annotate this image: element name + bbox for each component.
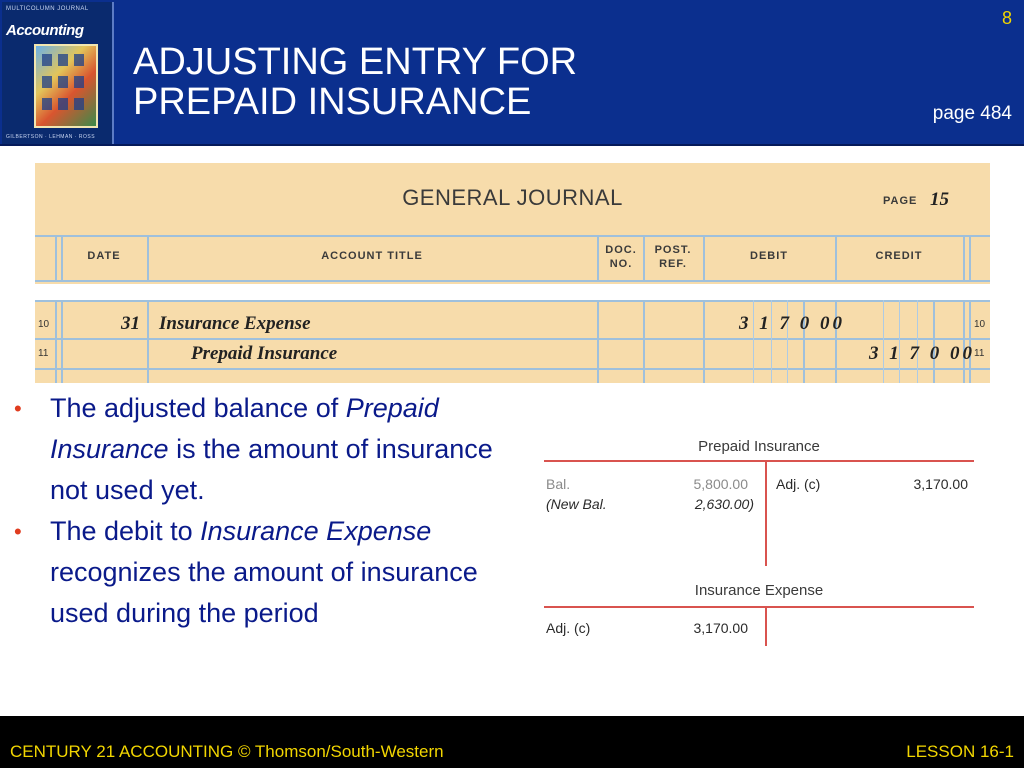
entry-account-debit: Insurance Expense bbox=[159, 313, 311, 334]
t-account-title: Insurance Expense bbox=[694, 582, 824, 599]
t-debit-amount: 2,630.00) bbox=[694, 496, 754, 512]
bullet-marker: • bbox=[14, 519, 22, 544]
bullet-marker: • bbox=[14, 396, 22, 421]
bullet-item bbox=[14, 388, 514, 511]
t-debit-label: Bal. bbox=[546, 476, 571, 492]
slide-title bbox=[133, 42, 733, 122]
column-header-post-ref: POST. REF. bbox=[654, 244, 692, 270]
t-account-title: Prepaid Insurance bbox=[698, 438, 820, 455]
cover-top-text: MULTICOLUMN JOURNAL bbox=[6, 6, 89, 12]
general-journal bbox=[35, 163, 990, 383]
bullet-text: The debit to bbox=[50, 516, 201, 546]
footer-lesson-number: LESSON 16-1 bbox=[906, 742, 1014, 761]
journal-column-line bbox=[55, 235, 57, 282]
t-account-top-line bbox=[544, 606, 974, 608]
row-number-right: 11 bbox=[974, 348, 985, 359]
column-header-credit: CREDIT bbox=[875, 250, 923, 262]
journal-column-line bbox=[963, 235, 965, 282]
journal-column-line bbox=[643, 300, 645, 383]
row-number-right: 10 bbox=[974, 319, 986, 330]
journal-page-label: PAGE bbox=[883, 195, 918, 207]
journal-title: GENERAL JOURNAL bbox=[402, 185, 623, 210]
t-debit-label: (New Bal. bbox=[546, 496, 607, 512]
journal-rule bbox=[35, 235, 990, 237]
row-number-left: 11 bbox=[38, 348, 49, 359]
column-header-date: DATE bbox=[87, 250, 121, 262]
slide-title-line-1: ADJUSTING ENTRY FOR bbox=[133, 41, 578, 83]
t-debit-label: Adj. (c) bbox=[546, 620, 591, 636]
slide-number: 8 bbox=[1001, 8, 1012, 28]
bullet-text: recognizes the amount of insurance used during the period bbox=[50, 557, 478, 628]
bullet-list bbox=[14, 388, 514, 634]
journal-column-line bbox=[597, 300, 599, 383]
entry-debit-amount: 3 1 7 0 00 bbox=[739, 313, 845, 334]
t-credit-amount: 3,170.00 bbox=[913, 476, 968, 492]
t-debit-amount: 3,170.00 bbox=[693, 620, 748, 636]
journal-column-line bbox=[55, 300, 57, 383]
entry-credit-amount: 3 1 7 0 00 bbox=[869, 343, 975, 364]
page-reference: page 484 bbox=[932, 103, 1012, 124]
bullet-emphasis: Insurance Expense bbox=[200, 516, 432, 546]
bullet-text: is the amount of insurance not used yet. bbox=[50, 434, 493, 505]
journal-page-number: 15 bbox=[930, 189, 949, 210]
t-debit-amount: 5,800.00 bbox=[693, 476, 748, 492]
slide-title-line-2: PREPAID INSURANCE bbox=[133, 81, 532, 123]
cover-title: Accounting bbox=[6, 22, 84, 39]
cover-artwork bbox=[34, 44, 98, 128]
t-account-center-line bbox=[765, 460, 767, 566]
t-account-center-line bbox=[765, 606, 767, 646]
bullet-item bbox=[14, 511, 514, 634]
journal-column-line bbox=[61, 300, 63, 383]
journal-column-line bbox=[147, 300, 149, 383]
journal-column-line bbox=[933, 300, 935, 383]
journal-rule bbox=[35, 300, 990, 302]
slide-footer bbox=[0, 716, 1024, 768]
journal-column-line bbox=[597, 235, 599, 282]
row-number-left: 10 bbox=[38, 319, 50, 330]
journal-digit-line bbox=[899, 300, 900, 383]
journal-rule bbox=[35, 368, 990, 370]
t-account-insurance-expense bbox=[544, 580, 974, 646]
journal-column-line bbox=[703, 300, 705, 383]
journal-rule bbox=[35, 338, 990, 340]
entry-date: 31 bbox=[121, 313, 140, 334]
journal-digit-line bbox=[917, 300, 918, 383]
column-header-account-title: ACCOUNT TITLE bbox=[321, 250, 423, 262]
column-header-debit: DEBIT bbox=[750, 250, 788, 262]
book-cover-image bbox=[2, 2, 114, 144]
journal-column-line bbox=[969, 300, 971, 383]
bullet-text: The adjusted balance of bbox=[50, 393, 346, 423]
journal-column-line bbox=[963, 300, 965, 383]
bullet-emphasis: Prepaid Insurance bbox=[50, 393, 439, 464]
t-account-top-line bbox=[544, 460, 974, 462]
entry-account-credit: Prepaid Insurance bbox=[191, 343, 338, 364]
journal-column-line bbox=[969, 235, 971, 282]
journal-cut-gap bbox=[35, 284, 990, 300]
cover-bottom-text: GILBERTSON · LEHMAN · ROSS bbox=[6, 134, 96, 140]
journal-digit-line bbox=[883, 300, 884, 383]
footer-course-title: CENTURY 21 ACCOUNTING © Thomson/South-Western bbox=[10, 742, 444, 761]
column-header-doc-no: DOC. NO. bbox=[605, 244, 637, 270]
t-credit-label: Adj. (c) bbox=[776, 476, 821, 492]
t-account-prepaid-insurance bbox=[544, 436, 974, 566]
journal-rule bbox=[35, 280, 990, 282]
slide-header bbox=[0, 0, 1024, 146]
